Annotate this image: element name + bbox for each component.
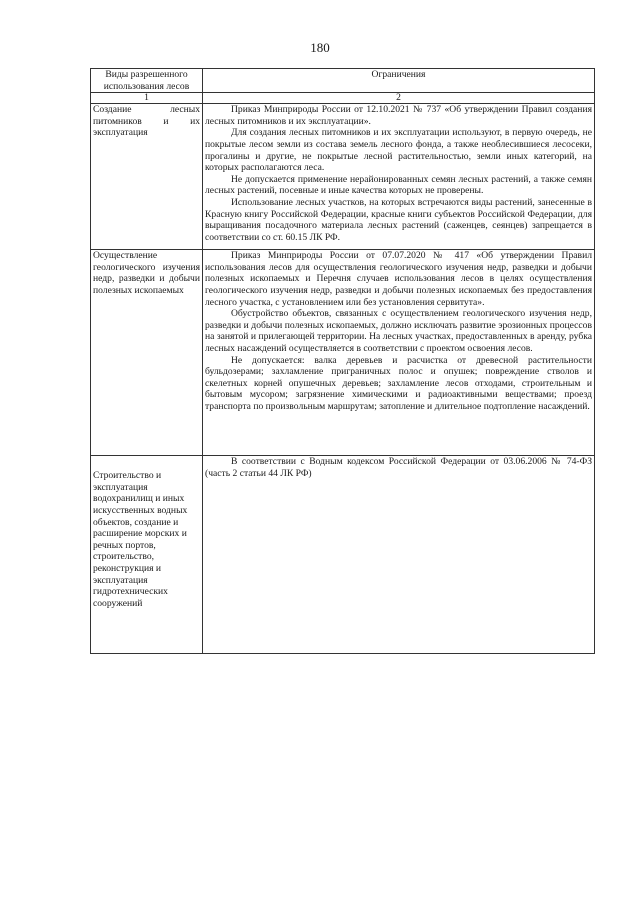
restriction-paragraph: Использование лесных участков, на которых встречаются виды растений, занесенные в Красную книгу Российской Федерации, красные книги субъектов Российской Федерации, для выращивания посадочного материала лесных растений (саженцев, сеянцев) запрещается в соответствии со ст. 60.15 ЛК РФ. (205, 196, 592, 243)
restriction-paragraph: Обустройство объектов, связанных с осуществлением геологического изучения недр, разведки и добычи полезных ископаемых, должно исключать развитие эрозионных процессов на занятой и прилегающей территории. На лесных участках, предоставленных в аренду, рубка лесных насаждений осуществляется в соответствии с проектом освоения лесов. (205, 308, 592, 354)
table-header-row (91, 69, 595, 93)
restriction-paragraph: Не допускается: валка деревьев и расчистка от древесной растительности бульдозерами; захламление приграничных полос и опушек; повреждение стволов и скелетных корней опушечных деревьев; захламление лесов отходами, строительным и бытовым мусором; загрязнение химическими и радиоактивными веществами; проезд транспорта по произвольным маршрутам; затопление и длительное подтопление насаждений. (205, 354, 592, 412)
page-number: 180 (310, 40, 330, 55)
restrictions-table (90, 68, 595, 654)
forest-use-type-cell: Создание лесных питомников и их эксплуатация (91, 104, 203, 250)
forest-use-type-cell: Осуществление геологического изучения недр, разведки и добычи полезных ископаемых (91, 250, 203, 456)
forest-use-type-cell: Строительство и эксплуатация водохранилищ и иных искусственных водных объектов, создание и расширение морских и речных портов, строительство, реконструкция и эксплуатация гидротехнических сооружений (91, 456, 203, 654)
restrictions-cell (203, 250, 595, 456)
restriction-paragraph: Приказ Минприроды России от 07.07.2020 № 417 «Об утверждении Правил использования лесов для осуществления геологического изучения недр, разведки и добычи полезных ископаемых и Перечня случаев использования лесов в целях осуществления геологического изучения недр, разведки и добычи полезных ископаемых без предоставления лесного участка, с установлением или без установления сервитута». (205, 250, 592, 308)
table-row (91, 456, 595, 654)
restriction-paragraph: Приказ Минприроды России от 12.10.2021 № 737 «Об утверждении Правил создания лесных питомников и их эксплуатации». (205, 104, 592, 127)
restriction-paragraph: Для создания лесных питомников и их эксплуатации используют, в первую очередь, не покрытые лесом земли из состава земель лесного фонда, а также необлесившиеся лесосеки, прогалины и другие, не покрытые лесной растительностью, земли иных категорий, на которых располагаются леса. (205, 127, 592, 174)
restrictions-cell (203, 104, 595, 250)
column-header-forest-use-types: Виды разрешенного использования лесов (91, 69, 203, 93)
column-number-1: 1 (91, 93, 203, 104)
table-row (91, 104, 595, 250)
restrictions-cell (203, 456, 595, 654)
restriction-paragraph: Не допускается применение нерайонированных семян лесных растений, а также семян лесных растений, посевные и иные качества которых не проверены. (205, 173, 592, 197)
table-row (91, 250, 595, 456)
column-header-restrictions: Ограничения (203, 69, 595, 93)
column-number-row (91, 93, 595, 104)
restriction-paragraph: В соответствии с Водным кодексом Российской Федерации от 03.06.2006 № 74-ФЗ (часть 2 статьи 44 ЛК РФ) (205, 456, 592, 479)
column-number-2: 2 (203, 93, 595, 104)
